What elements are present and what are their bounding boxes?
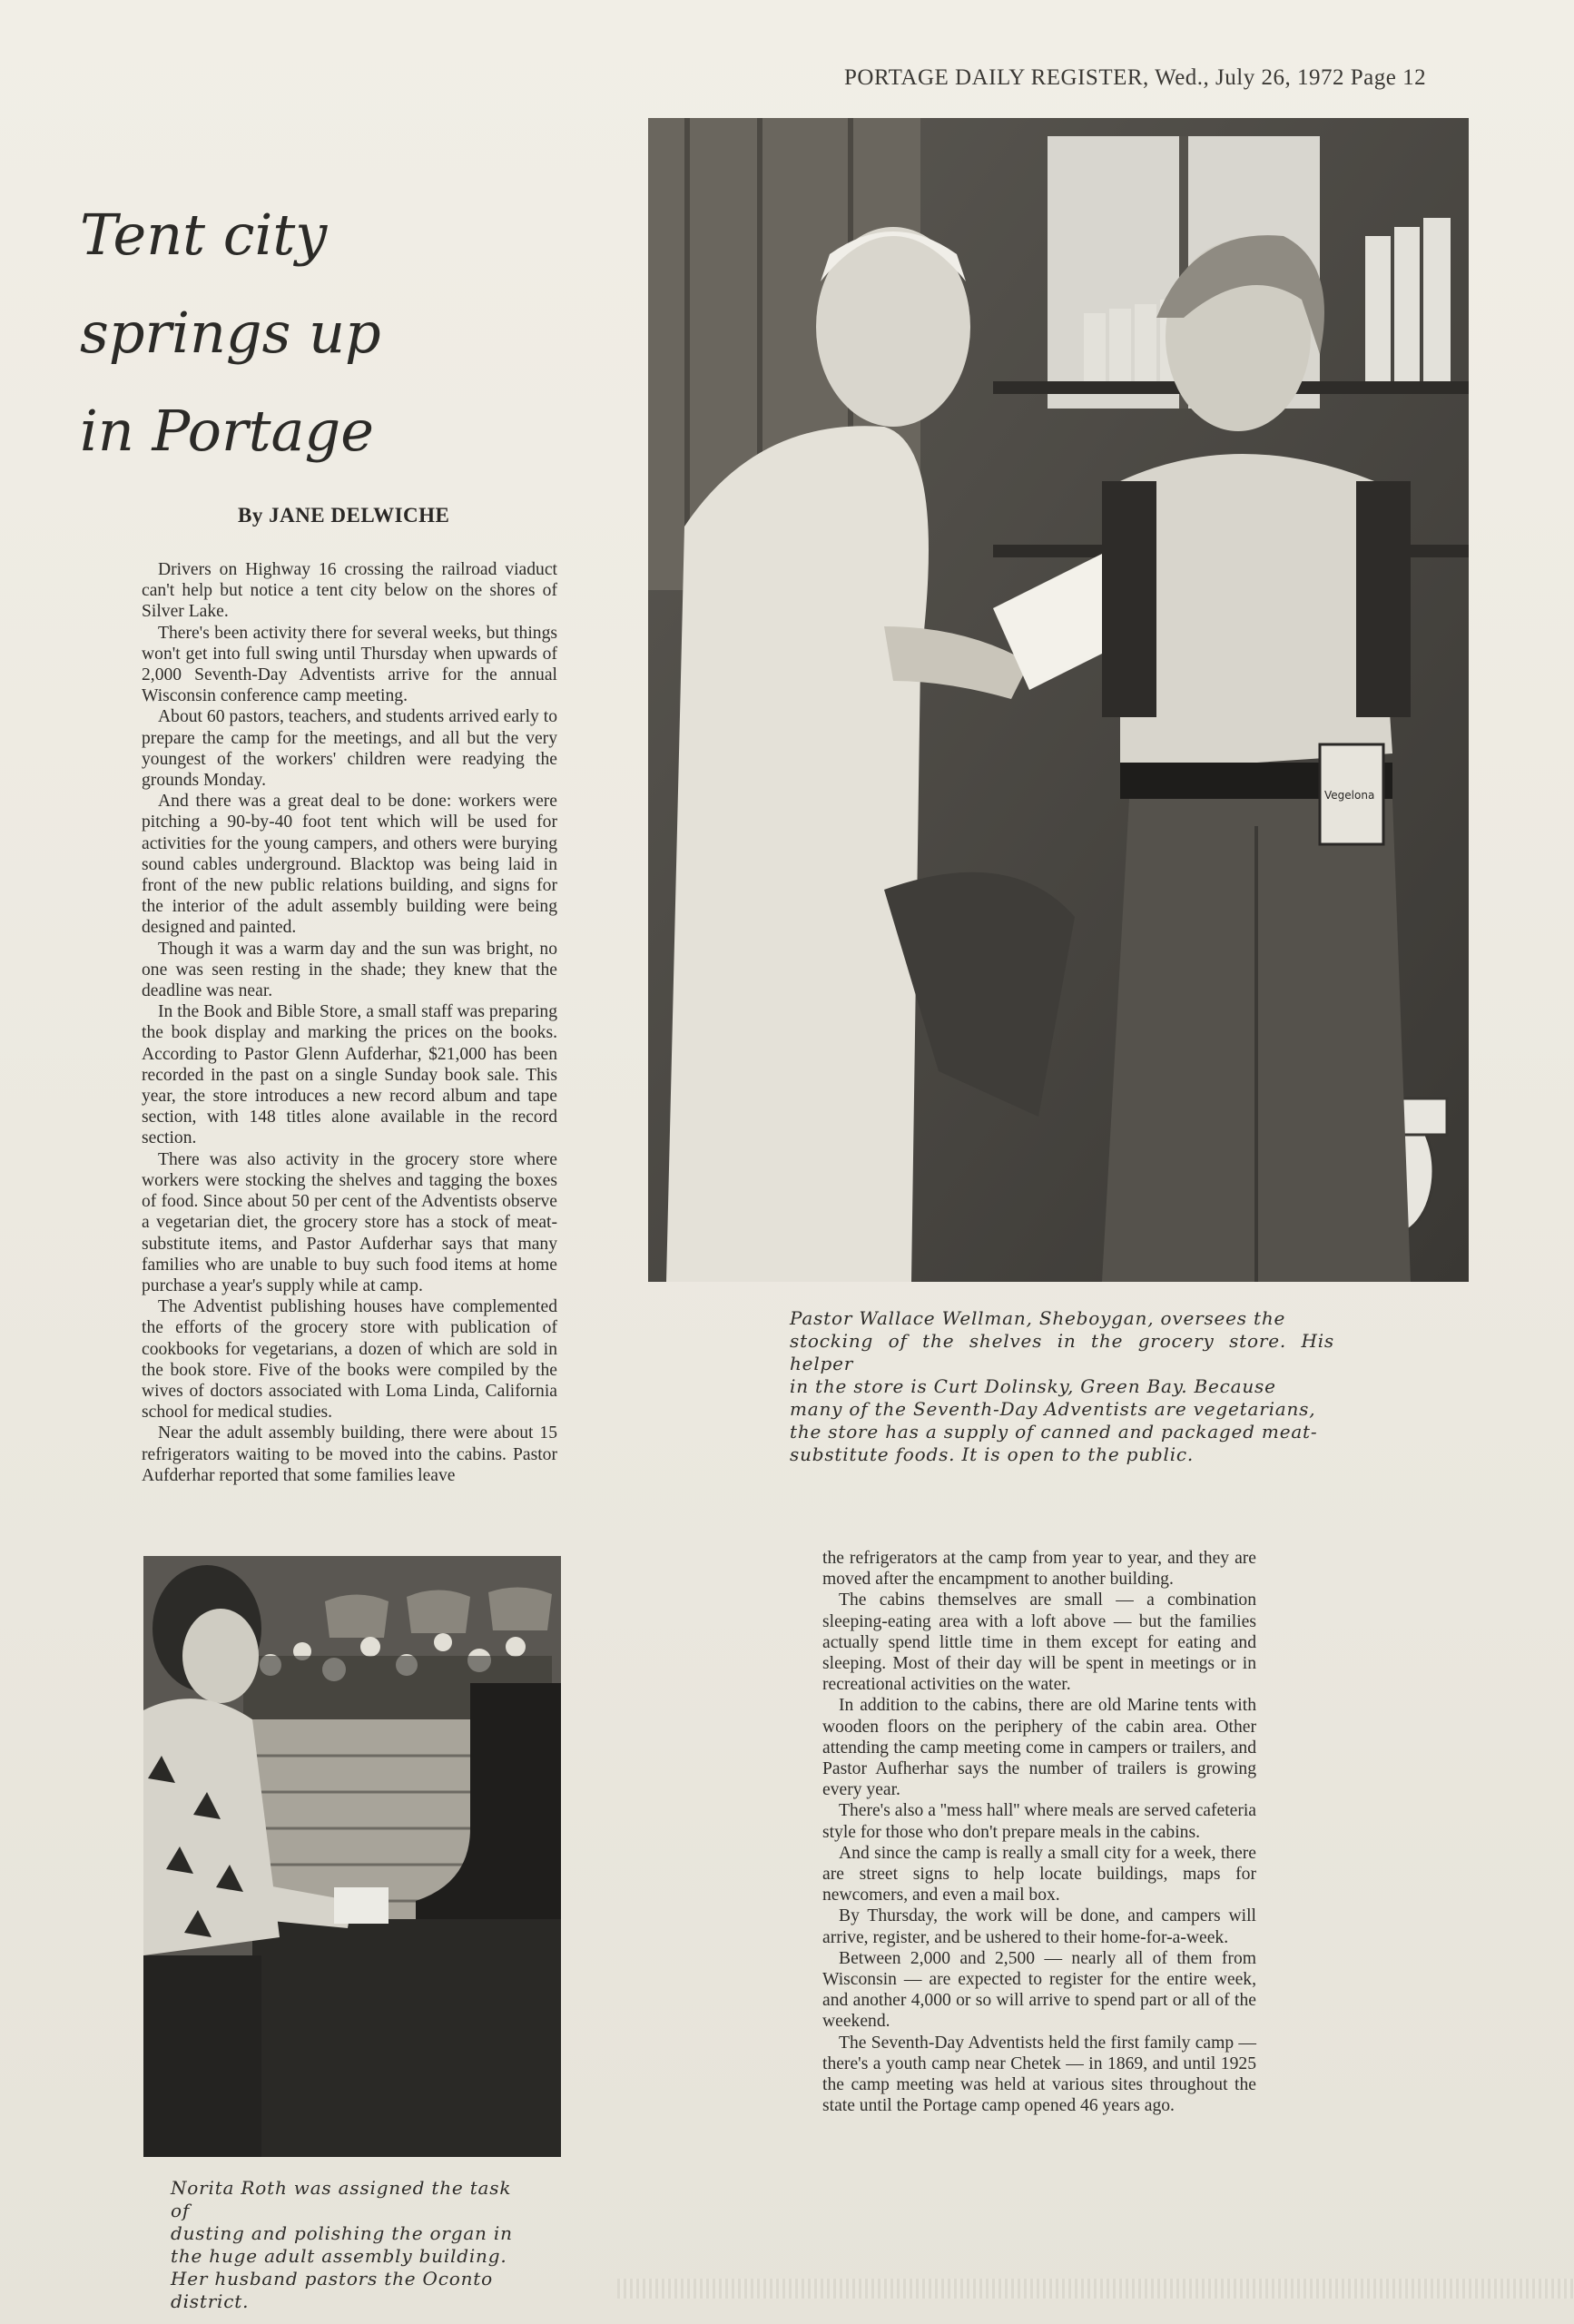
headline-line-2: springs up <box>80 300 381 366</box>
photo-grocery-store <box>648 118 1469 1282</box>
paragraph: The Seventh-Day Adventists held the first family camp — there's a youth camp near Chetek — in 1869, and until 1925 the camp meeting was held at various sites throughout the state until the Portage camp opened 46 years ago. <box>822 2033 1256 2116</box>
byline: By JANE DELWICHE <box>238 504 450 527</box>
paragraph: The Adventist publishing houses have complemented the efforts of the grocery store with publication of cookbooks for vegetarians, a dozen of which are sold in the book store. Five of the books were compiled by the wives of doctors associated with Loma Linda, California school for medical studies. <box>142 1297 557 1423</box>
caption-line: dusting and polishing the organ in <box>171 2222 513 2244</box>
caption-line: many of the Seventh-Day Adventists are vegetarians, <box>790 1398 1316 1420</box>
caption-line: in the store is Curt Dolinsky, Green Bay. Because <box>790 1375 1276 1397</box>
caption-line: stocking of the shelves in the grocery store. His helper <box>790 1330 1334 1374</box>
paragraph: By Thursday, the work will be done, and campers will arrive, register, and be ushered to their home-for-a-week. <box>822 1906 1256 1947</box>
caption-line: Her husband pastors the Oconto <box>171 2268 493 2290</box>
photo-organ <box>143 1556 561 2157</box>
paragraph: In the Book and Bible Store, a small staff was preparing the book display and marking the prices on the books. According to Pastor Glenn Aufderhar, $21,000 has been recorded in the past on a single Sunday book sale. This year, the store introduces a new record album and tape section, with 148 titles alone available in the record section. <box>142 1002 557 1148</box>
paragraph: And there was a great deal to be done: workers were pitching a 90-by-40 foot tent which will be used for activities for the young campers, and others were burying sound cables underground. Blacktop was being laid in front of the new public relations building, and signs for the interior of the adult assembly building were being designed and painted. <box>142 792 557 938</box>
caption-line: Pastor Wallace Wellman, Sheboygan, oversees the <box>790 1307 1286 1329</box>
caption-grocery-photo <box>790 1307 1334 1466</box>
paragraph: the refrigerators at the camp from year to year, and they are moved after the encampment to another building. <box>822 1549 1256 1590</box>
paragraph: About 60 pastors, teachers, and students arrived early to prepare the camp for the meetings, and all but the very youngest of the workers' children were readying the grounds Monday. <box>142 707 557 791</box>
paragraph: Drivers on Highway 16 crossing the railroad viaduct can't help but notice a tent city below on the shores of Silver Lake. <box>142 560 557 622</box>
photo-grocery-store-image <box>648 118 1469 1282</box>
caption-line: the huge adult assembly building. <box>171 2245 507 2267</box>
paragraph: There was also activity in the grocery store where workers were stocking the shelves and tagging the boxes of food. Since about 50 per cent of the Adventists observe a vegetarian diet, the grocery store has a stock of meat-substitute items, and Pastor Aufderhar says that many families who are unable to buy such food items at home purchase a year's supply while at camp. <box>142 1149 557 1295</box>
headline-line-3: in Portage <box>80 398 374 464</box>
caption-organ-photo <box>171 2177 534 2313</box>
paragraph: And since the camp is really a small city for a week, there are street signs to help locate buildings, maps for newcomers, and even a mail box. <box>822 1843 1256 1905</box>
caption-line: district. <box>171 2290 250 2312</box>
can-label: Vegelona <box>1324 789 1375 802</box>
paragraph: Though it was a warm day and the sun was bright, no one was seen resting in the shade; they knew that the deadline was near. <box>142 939 557 1001</box>
paragraph: There's also a ''mess hall'' where meals are served cafeteria style for those who don't prepare meals in the cabins. <box>822 1801 1256 1842</box>
headline <box>80 186 588 480</box>
caption-line: substitute foods. It is open to the public. <box>790 1443 1195 1465</box>
page-edge-texture <box>617 2279 1574 2299</box>
paragraph: There's been activity there for several weeks, but things won't get into full swing until Thursday when upwards of 2,000 Seventh-Day Adventists arrive for the annual Wisconsin conference camp meeting. <box>142 623 557 706</box>
masthead: PORTAGE DAILY REGISTER, Wed., July 26, 1972 Page 12 <box>844 65 1427 90</box>
article-column-1 <box>142 559 557 1486</box>
paragraph: Near the adult assembly building, there were about 15 refrigerators waiting to be moved into the cabins. Pastor Aufderhar reported that some families leave <box>142 1423 557 1485</box>
article-column-2 <box>822 1548 1256 2116</box>
caption-line: Norita Roth was assigned the task of <box>171 2177 512 2221</box>
caption-line: the store has a supply of canned and packaged meat- <box>790 1421 1318 1443</box>
paragraph: The cabins themselves are small — a combination sleeping-eating area with a loft above — but the families actually spend little time in them except for eating and sleeping. Most of their day will be spent in meetings or in recreational activities on the water. <box>822 1590 1256 1695</box>
photo-organ-image <box>143 1556 561 2157</box>
paragraph: Between 2,000 and 2,500 — nearly all of them from Wisconsin — are expected to register for the entire week, and another 4,000 or so will arrive to spend part or all of the weekend. <box>822 1948 1256 2032</box>
paragraph: In addition to the cabins, there are old Marine tents with wooden floors on the periphery of the cabin area. Other attending the camp meeting come in campers or trailers, and Pastor Aufherhar says the number of trailers is growing every year. <box>822 1696 1256 1800</box>
headline-line-1: Tent city <box>80 202 328 268</box>
